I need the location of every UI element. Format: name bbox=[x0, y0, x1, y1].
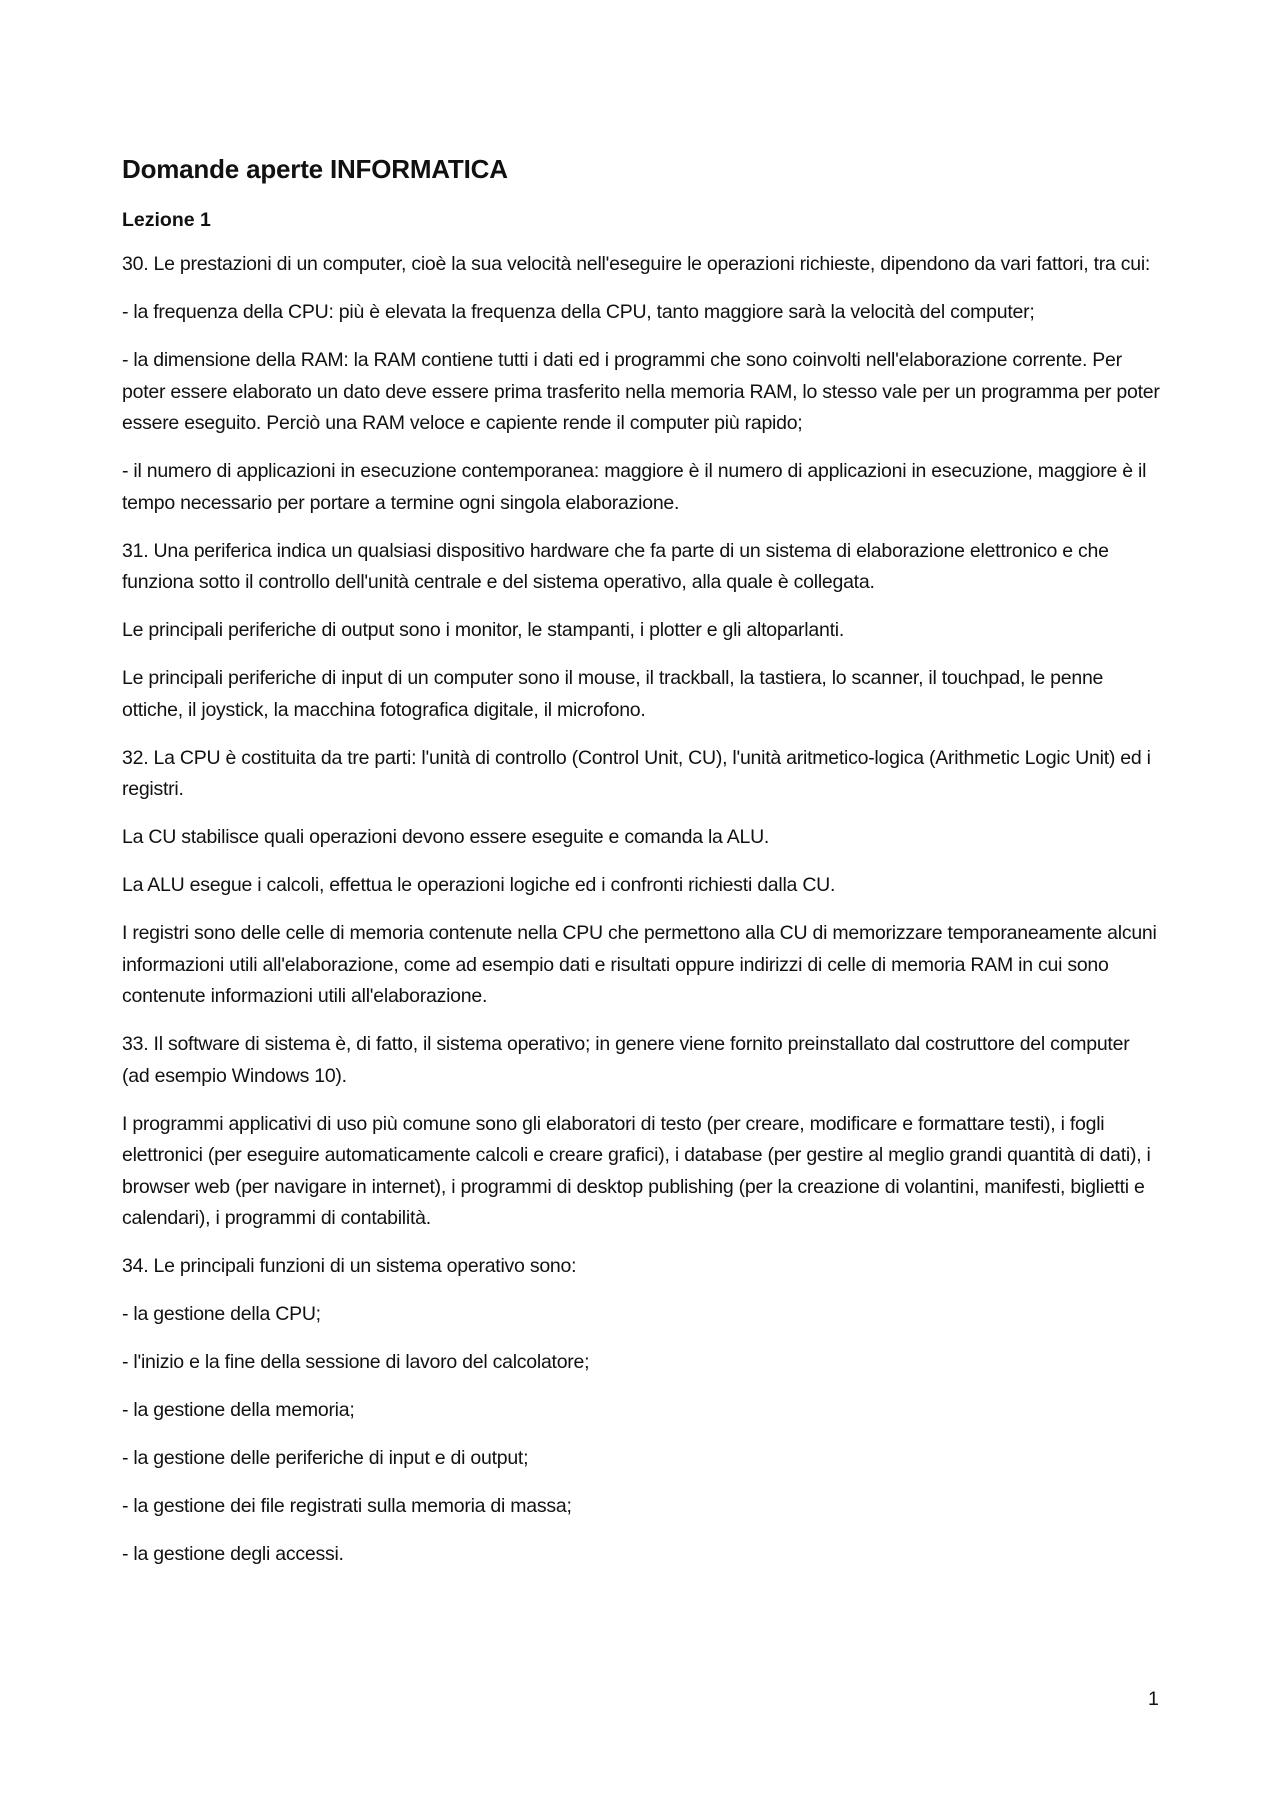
list-item-cpu-management: - la gestione della CPU; bbox=[122, 1303, 321, 1326]
list-item-access: - la gestione degli accessi. bbox=[122, 1543, 344, 1566]
lesson-heading: Lezione 1 bbox=[122, 209, 211, 232]
paragraph-q30-apps: - il numero di applicazioni in esecuzione contemporanea: maggiore è il numero di applicazioni in esecuzione, maggiore è il tempo necessario per portare a termine ogni singola elaborazione. bbox=[122, 460, 1147, 514]
page-number: 1 bbox=[1148, 1688, 1159, 1710]
paragraph-q33-system-software: 33. Il software di sistema è, di fatto, il sistema operativo; in genere viene fornito preinstallato dal costruttore del computer (ad esempio Windows 10). bbox=[122, 1033, 1130, 1087]
paragraph-q32-alu: La ALU esegue i calcoli, effettua le operazioni logiche ed i confronti richiesti dalla CU. bbox=[122, 874, 836, 897]
paragraph-q32-registers: I registri sono delle celle di memoria contenute nella CPU che permettono alla CU di memorizzare temporaneamente alcuni informazioni utili all'elaborazione, come ad esempio dati e risultati oppure indirizzi di celle di memoria RAM in cui sono contenute informazioni utili all'elaborazione. bbox=[122, 922, 1157, 1008]
paragraph-q32-cu: La CU stabilisce quali operazioni devono essere eseguite e comanda la ALU. bbox=[122, 826, 770, 849]
document-title: Domande aperte INFORMATICA bbox=[122, 154, 508, 184]
list-item-peripherals: - la gestione delle periferiche di input e di output; bbox=[122, 1447, 529, 1470]
paragraph-q30-cpu: - la frequenza della CPU: più è elevata la frequenza della CPU, tanto maggiore sarà la velocità del computer; bbox=[122, 301, 1035, 324]
paragraph-q31-intro: 31. Una periferica indica un qualsiasi dispositivo hardware che fa parte di un sistema di elaborazione elettronico e che funziona sotto il controllo dell'unità centrale e del sistema operativo, alla quale è collegata. bbox=[122, 539, 1109, 594]
paragraph-q33-applications: I programmi applicativi di uso più comune sono gli elaboratori di testo (per creare, modificare e formattare testi), i fogli elettronici (per eseguire automaticamente calcoli e creare grafici), i database (per gestire al meglio grandi quantità di dati), i browser web (per navigare in internet), i programmi di desktop publishing (per la creazione di volantini, manifesti, biglietti e calendari), i programmi di contabilità. bbox=[122, 1112, 1151, 1230]
document-body bbox=[122, 154, 1162, 1587]
list-item-files: - la gestione dei file registrati sulla memoria di massa; bbox=[122, 1495, 572, 1518]
paragraph-q34-intro: 34. Le principali funzioni di un sistema operativo sono: bbox=[122, 1255, 577, 1278]
list-item-memory: - la gestione della memoria; bbox=[122, 1399, 355, 1422]
paragraph-q30-intro: 30. Le prestazioni di un computer, cioè la sua velocità nell'eseguire le operazioni richieste, dipendono da vari fattori, tra cui: bbox=[122, 253, 1151, 276]
paragraph-q31-output: Le principali periferiche di output sono i monitor, le stampanti, i plotter e gli altoparlanti. bbox=[122, 619, 844, 642]
list-item-session: - l'inizio e la fine della sessione di lavoro del calcolatore; bbox=[122, 1351, 590, 1374]
paragraph-q30-ram: - la dimensione della RAM: la RAM contiene tutti i dati ed i programmi che sono coinvolti nell'elaborazione corrente. Per poter essere elaborato un dato deve essere prima trasferito nella memoria RAM, lo stesso vale per un programma per poter essere eseguito. Perciò una RAM veloce e capiente rende il computer più rapido; bbox=[122, 349, 1160, 435]
paragraph-q32-intro: 32. La CPU è costituita da tre parti: l'unità di controllo (Control Unit, CU), l'unità aritmetico-logica (Arithmetic Logic Unit) ed i registri. bbox=[122, 746, 1151, 801]
paragraph-q31-input: Le principali periferiche di input di un computer sono il mouse, il trackball, la tastiera, lo scanner, il touchpad, le penne ottiche, il joystick, la macchina fotografica digitale, il microfono. bbox=[122, 667, 1104, 721]
